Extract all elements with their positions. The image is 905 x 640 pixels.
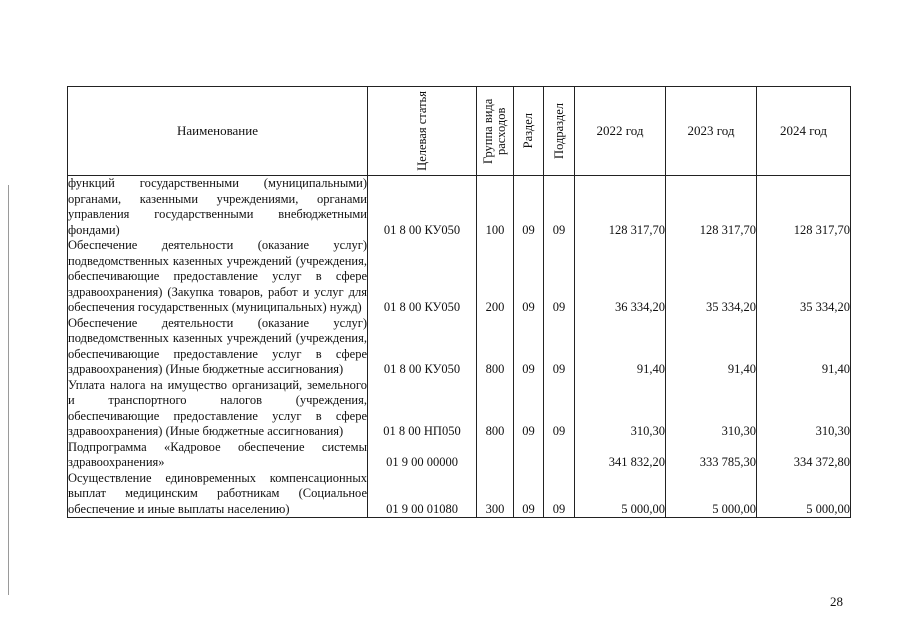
row-subsection: 09 [544,176,575,239]
row-amount-2023: 310,30 [666,378,757,440]
row-target-article: 01 8 00 КУ050 [368,316,477,378]
header-target-article [368,87,477,176]
table-row [68,378,851,440]
row-subsection [544,440,575,471]
row-target-article: 01 9 00 01080 [368,471,477,518]
row-amount-2023: 5 000,00 [666,471,757,518]
row-subsection: 09 [544,471,575,518]
budget-table [67,86,851,518]
table-row [68,440,851,471]
header-subsection [544,87,575,176]
row-expense-group: 100 [477,176,514,239]
row-section: 09 [514,316,544,378]
row-amount-2024: 5 000,00 [757,471,851,518]
row-amount-2024: 310,30 [757,378,851,440]
row-target-article: 01 8 00 КУ050 [368,238,477,316]
row-amount-2023: 35 334,20 [666,238,757,316]
row-section: 09 [514,378,544,440]
row-subsection: 09 [544,378,575,440]
header-name: Наименование [68,87,368,176]
header-expense-group-label: Группа вида расходов [481,98,508,164]
row-expense-group: 800 [477,316,514,378]
table-row [68,238,851,316]
row-subsection: 09 [544,316,575,378]
row-section: 09 [514,471,544,518]
header-section-label: Раздел [521,113,535,149]
row-target-article: 01 8 00 НП050 [368,378,477,440]
row-amount-2024: 334 372,80 [757,440,851,471]
table-row [68,316,851,378]
row-section [514,440,544,471]
header-section [514,87,544,176]
row-name: Обеспечение деятельности (оказание услуг) подведомственных казенных учреждений (учреждения, обеспечивающие предоставление услуг в сфере здравоохранения) (Закупка товаров, работ и услуг для обеспечения государственных (муниципальных) нужд) [68,238,367,314]
header-year-2022: 2022 год [575,87,666,176]
row-amount-2022: 5 000,00 [575,471,666,518]
row-expense-group [477,440,514,471]
table-row [68,176,851,239]
row-subsection: 09 [544,238,575,316]
row-name: Осуществление единовременных компенсационных выплат медицинским работникам (Социальное обеспечение и иные выплаты населению) [68,470,367,516]
row-amount-2023: 333 785,30 [666,440,757,471]
row-amount-2024: 91,40 [757,316,851,378]
table-header-row [68,87,851,176]
row-target-article: 01 9 00 00000 [368,440,477,471]
row-amount-2022: 341 832,20 [575,440,666,471]
row-amount-2023: 128 317,70 [666,176,757,239]
row-amount-2024: 35 334,20 [757,238,851,316]
row-name: функций государственными (муниципальными) органами, казенными учреждениями, органами управления государственными внебюджетными фондами) [68,176,367,237]
page-number: 28 [830,594,843,609]
header-subsection-label: Подраздел [551,103,566,159]
scan-edge-line [8,185,9,595]
row-section: 09 [514,176,544,239]
row-expense-group: 800 [477,378,514,440]
header-year-2024: 2024 год [757,87,851,176]
header-target-article-label: Целевая статья [414,91,429,171]
row-amount-2022: 310,30 [575,378,666,440]
table-row [68,471,851,518]
row-expense-group: 200 [477,238,514,316]
row-amount-2022: 91,40 [575,316,666,378]
row-expense-group: 300 [477,471,514,518]
row-amount-2024: 128 317,70 [757,176,851,239]
row-amount-2022: 36 334,20 [575,238,666,316]
row-name: Обеспечение деятельности (оказание услуг) подведомственных казенных учреждений (учреждения, обеспечивающие предоставление услуг в сфере здравоохранения) (Иные бюджетные ассигнования) [68,315,367,376]
row-section: 09 [514,238,544,316]
row-name: Уплата налога на имущество организаций, земельного и транспортного налогов (учреждения, обеспечивающие предоставление услуг в сфере здравоохранения) (Иные бюджетные ассигнования) [68,377,367,438]
row-name: Подпрограмма «Кадровое обеспечение системы здравоохранения» [68,439,367,469]
row-amount-2023: 91,40 [666,316,757,378]
row-amount-2022: 128 317,70 [575,176,666,239]
row-target-article: 01 8 00 КУ050 [368,176,477,239]
header-year-2023: 2023 год [666,87,757,176]
header-expense-group [477,87,514,176]
